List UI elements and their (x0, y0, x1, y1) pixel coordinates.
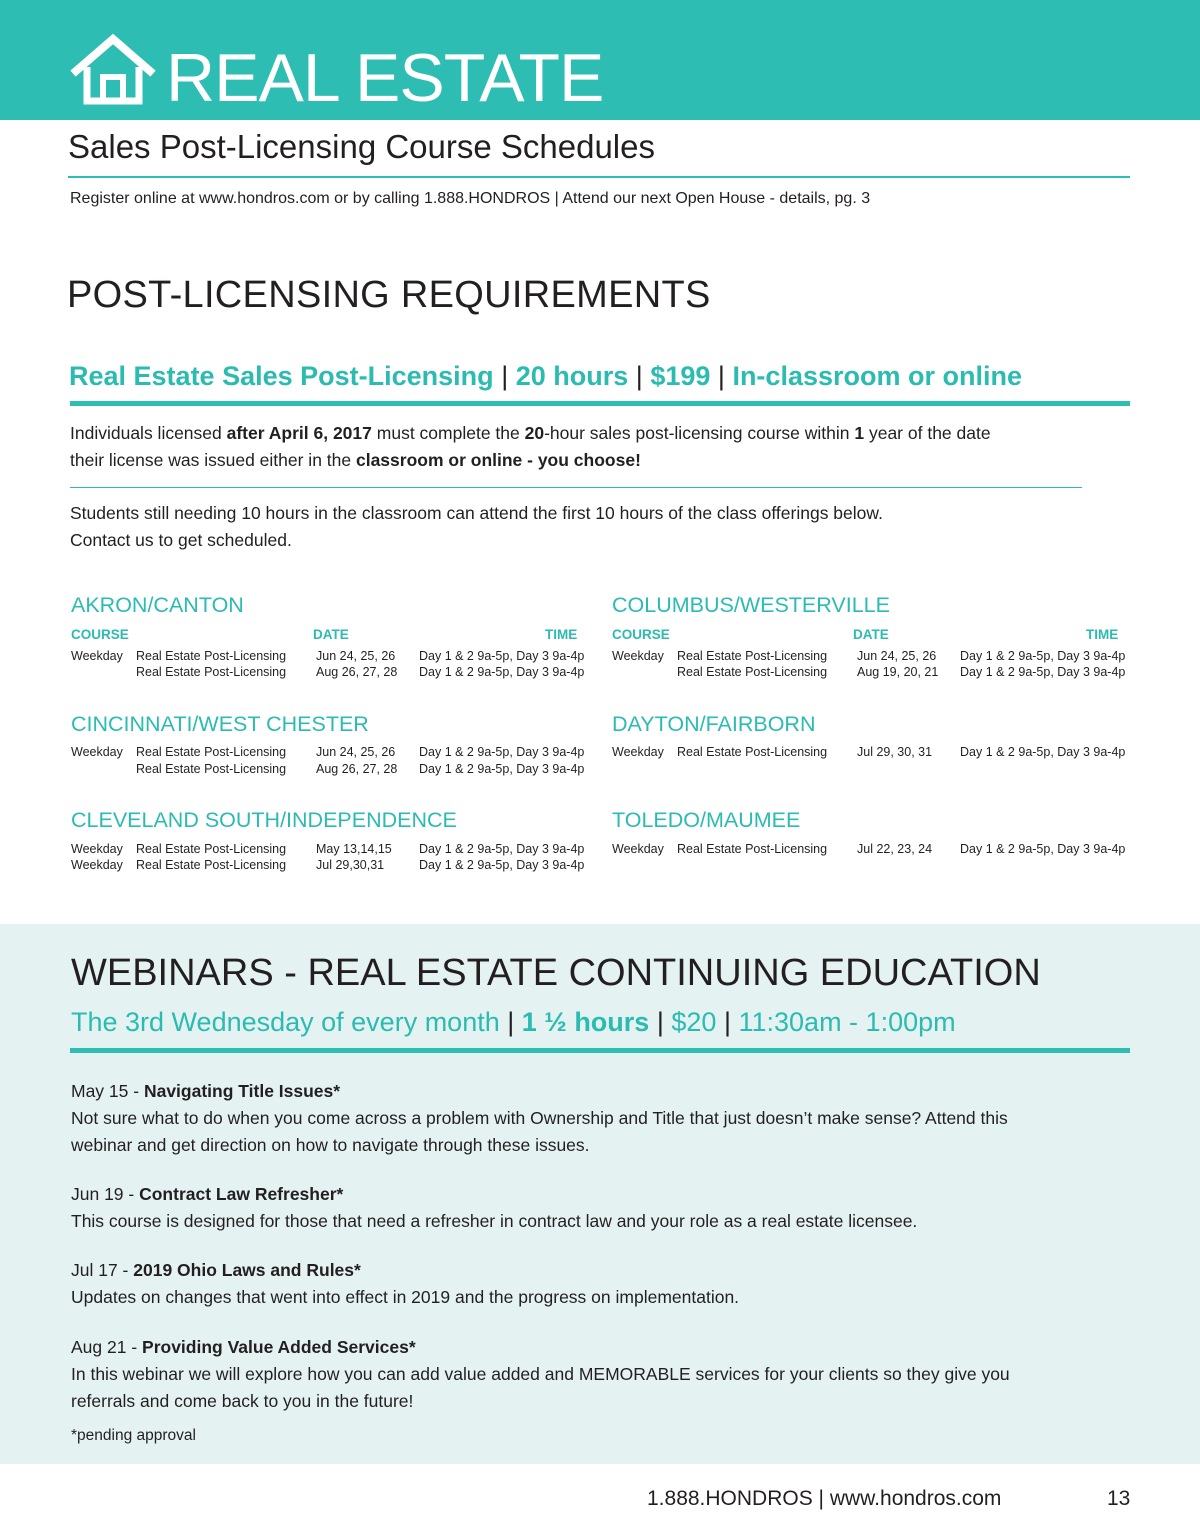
webinar-price: $20 (671, 1007, 717, 1037)
event-date: Aug 21 - (71, 1337, 143, 1357)
schedule-course: Real Estate Post-Licensing (677, 649, 828, 663)
event-title: 2019 Ohio Laws and Rules* (133, 1260, 361, 1280)
event-title: Contract Law Refresher* (139, 1184, 344, 1204)
separator: | (717, 361, 725, 391)
event-description: webinar and get direction on how to navigate through these issues. (71, 1135, 590, 1155)
feature-price: $199 (650, 361, 711, 391)
column-header-date: DATE (853, 627, 889, 642)
webinar-event (71, 1181, 1131, 1235)
schedule-course: Real Estate Post-Licensing (136, 745, 287, 759)
separator: | (656, 1007, 664, 1037)
column-header-time: TIME (545, 627, 578, 642)
schedule-date: Jul 29, 30, 31 (857, 745, 933, 759)
text: must complete the (371, 423, 525, 443)
schedule-course: Real Estate Post-Licensing (136, 665, 287, 679)
webinar-hours: 1 ½ hours (521, 1007, 650, 1037)
location-heading: DAYTON/FAIRBORN (612, 712, 816, 736)
feature-mode: In-classroom or online (732, 361, 1022, 391)
schedule-time: Day 1 & 2 9a-5p, Day 3 9a-4p (960, 649, 1126, 663)
schedule-time: Day 1 & 2 9a-5p, Day 3 9a-4p (419, 842, 585, 856)
webinar-event (71, 1257, 1131, 1311)
schedule-course: Real Estate Post-Licensing (136, 842, 287, 856)
page-subtitle: Sales Post-Licensing Course Schedules (68, 128, 655, 165)
schedule-day: Weekday (71, 745, 123, 759)
event-description: Not sure what to do when you come across a problem with Ownership and Title that just doesn’t make sense? Attend this (71, 1108, 1008, 1128)
schedule-course: Real Estate Post-Licensing (677, 842, 828, 856)
house-icon (70, 33, 156, 105)
event-date: May 15 - (71, 1081, 144, 1101)
schedule-time: Day 1 & 2 9a-5p, Day 3 9a-4p (960, 745, 1126, 759)
schedule-date: Aug 26, 27, 28 (316, 762, 398, 776)
text: -hour sales post-licensing course within (544, 423, 855, 443)
header-banner (0, 0, 1200, 120)
text: Contact us to get scheduled. (70, 530, 292, 550)
post-licensing-description (70, 420, 1130, 474)
schedule-time: Day 1 & 2 9a-5p, Day 3 9a-4p (419, 665, 585, 679)
webinar-event (71, 1334, 1131, 1415)
schedule-time: Day 1 & 2 9a-5p, Day 3 9a-4p (419, 649, 585, 663)
event-title: Navigating Title Issues* (143, 1081, 341, 1101)
schedule-date: May 13,14,15 (316, 842, 392, 856)
webinar-time: 11:30am - 1:00pm (738, 1007, 956, 1037)
location-heading: CLEVELAND SOUTH/INDEPENDENCE (71, 808, 457, 832)
webinar-feature-line (71, 1004, 956, 1040)
schedule-date: Jul 29,30,31 (316, 858, 385, 872)
text-emphasis: 1 (854, 423, 865, 443)
schedule-day: Weekday (612, 745, 664, 759)
event-description: referrals and come back to you in the future! (71, 1391, 414, 1411)
text-emphasis: classroom or online - you choose! (355, 450, 641, 470)
schedule-day: Weekday (71, 842, 123, 856)
schedule-day: Weekday (612, 842, 664, 856)
location-heading: TOLEDO/MAUMEE (612, 808, 801, 832)
separator: | (507, 1007, 515, 1037)
schedule-date: Jun 24, 25, 26 (316, 745, 396, 759)
schedule-date: Jun 24, 25, 26 (857, 649, 937, 663)
section-heading-post-licensing: POST-LICENSING REQUIREMENTS (67, 274, 711, 316)
schedule-date: Aug 19, 20, 21 (857, 665, 939, 679)
schedule-date: Jun 24, 25, 26 (316, 649, 396, 663)
event-date: Jul 17 - (71, 1260, 134, 1280)
separator: | (501, 361, 509, 391)
schedule-time: Day 1 & 2 9a-5p, Day 3 9a-4p (960, 665, 1126, 679)
schedule-time: Day 1 & 2 9a-5p, Day 3 9a-4p (419, 745, 585, 759)
text: Students still needing 10 hours in the classroom can attend the first 10 hours of the class offerings below. (70, 503, 883, 523)
schedule-course: Real Estate Post-Licensing (136, 649, 287, 663)
divider (70, 401, 1130, 406)
schedule-date: Aug 26, 27, 28 (316, 665, 398, 679)
feature-hours: 20 hours (515, 361, 629, 391)
schedule-day: Weekday (612, 649, 664, 663)
location-heading: AKRON/CANTON (71, 593, 244, 617)
feature-course-name: Real Estate Sales Post-Licensing (69, 361, 494, 391)
separator: | (635, 361, 643, 391)
location-heading: CINCINNATI/WEST CHESTER (71, 712, 369, 736)
schedule-course: Real Estate Post-Licensing (136, 762, 287, 776)
schedule-day: Weekday (71, 649, 123, 663)
text: their license was issued either in the (70, 450, 356, 470)
banner-title: REAL ESTATE (166, 40, 604, 116)
schedule-time: Day 1 & 2 9a-5p, Day 3 9a-4p (419, 858, 585, 872)
schedule-time: Day 1 & 2 9a-5p, Day 3 9a-4p (960, 842, 1126, 856)
event-date: Jun 19 - (71, 1184, 140, 1204)
post-licensing-note (70, 500, 1130, 554)
event-description: This course is designed for those that need a refresher in contract law and your role as a real estate licensee. (71, 1211, 918, 1231)
schedule-course: Real Estate Post-Licensing (677, 665, 828, 679)
divider (70, 487, 1082, 488)
schedule-day: Weekday (71, 858, 123, 872)
event-description: In this webinar we will explore how you can add value added and MEMORABLE services for your clients so they give you (71, 1364, 1010, 1384)
column-header-time: TIME (1086, 627, 1119, 642)
location-heading: COLUMBUS/WESTERVILLE (612, 593, 890, 617)
text: Individuals licensed (70, 423, 227, 443)
separator: | (723, 1007, 731, 1037)
footnote: *pending approval (71, 1427, 196, 1444)
text-emphasis: after April 6, 2017 (226, 423, 372, 443)
event-description: Updates on changes that went into effect in 2019 and the progress on implementation. (71, 1287, 740, 1307)
event-title: Providing Value Added Services* (142, 1337, 416, 1357)
schedule-date: Jul 22, 23, 24 (857, 842, 933, 856)
schedule-course: Real Estate Post-Licensing (677, 745, 828, 759)
schedule-time: Day 1 & 2 9a-5p, Day 3 9a-4p (419, 762, 585, 776)
schedule-course: Real Estate Post-Licensing (136, 858, 287, 872)
column-header-course: COURSE (71, 627, 129, 642)
text-emphasis: 20 (524, 423, 545, 443)
post-licensing-feature-line (69, 358, 1022, 394)
webinar-schedule: The 3rd Wednesday of every month (71, 1007, 500, 1037)
divider (68, 176, 1130, 178)
footer-contact: 1.888.HONDROS | www.hondros.com (647, 1487, 1002, 1510)
column-header-date: DATE (313, 627, 349, 642)
text: year of the date (864, 423, 991, 443)
page-number: 13 (1107, 1487, 1131, 1510)
register-info: Register online at www.hondros.com or by calling 1.888.HONDROS | Attend our next Open House - details, pg. 3 (70, 190, 871, 207)
webinar-event (71, 1078, 1131, 1159)
divider (70, 1048, 1130, 1053)
section-heading-webinars: WEBINARS - REAL ESTATE CONTINUING EDUCATION (71, 952, 1041, 994)
column-header-course: COURSE (612, 627, 670, 642)
